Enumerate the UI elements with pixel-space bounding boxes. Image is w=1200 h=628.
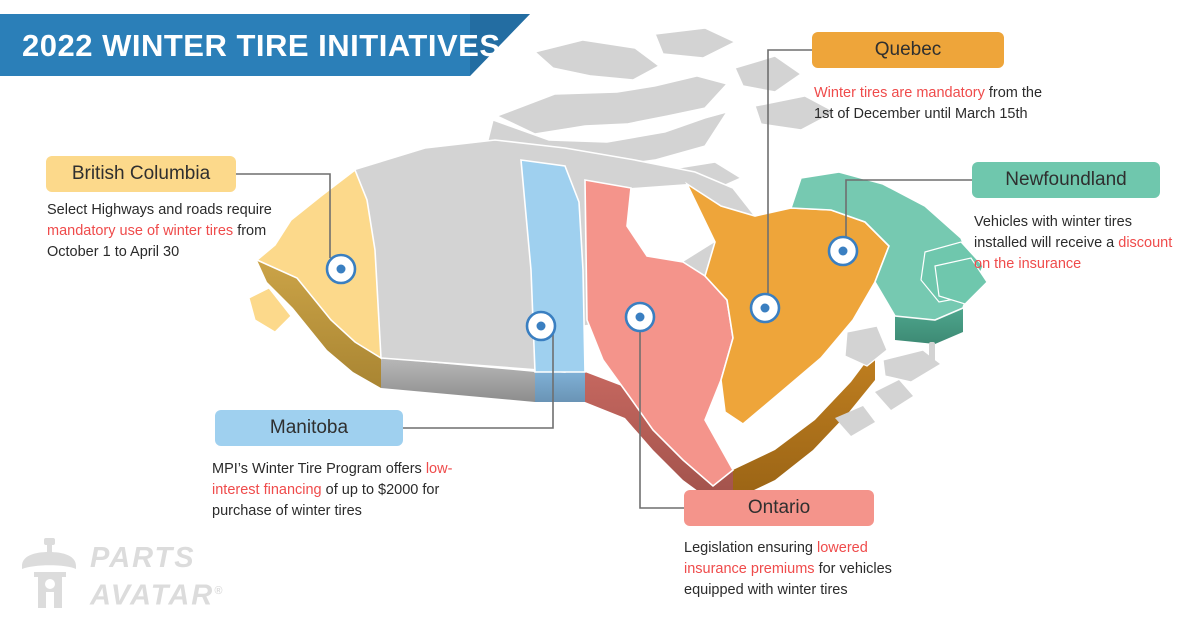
callout-text-ontario: Legislation ensuring lowered insurance premiums for vehicles equipped with winter tires bbox=[684, 540, 892, 598]
callout-text-newfoundland: Vehicles with winter tires installed will receive a discount on the insurance bbox=[974, 214, 1173, 272]
callout-pill-ontario[interactable]: Ontario bbox=[684, 490, 874, 526]
brand-logo bbox=[18, 536, 243, 616]
brand-name-line2: AVATAR bbox=[90, 579, 215, 612]
title-banner bbox=[0, 14, 530, 76]
callout-pill-quebec[interactable]: Quebec bbox=[812, 32, 1004, 68]
parts-avatar-icon bbox=[18, 536, 82, 610]
brand-name-line1: PARTS bbox=[90, 542, 196, 574]
brand-logo-text bbox=[90, 542, 222, 613]
brand-registered-mark: ® bbox=[214, 585, 223, 597]
callout-pill-british-columbia[interactable]: British Columbia bbox=[46, 156, 236, 192]
page-title: 2022 WINTER TIRE INITIATIVES bbox=[22, 28, 501, 63]
callout-text-manitoba: MPI’s Winter Tire Program offers low-interest financing of up to $2000 for purchase of winter tires bbox=[212, 461, 453, 519]
callout-pill-manitoba[interactable]: Manitoba bbox=[215, 410, 403, 446]
callout-text-british-columbia: Select Highways and roads require mandatory use of winter tires from October 1 to April 30 bbox=[47, 202, 272, 260]
callout-pill-newfoundland[interactable]: Newfoundland bbox=[972, 162, 1160, 198]
callout-text-quebec: Winter tires are mandatory from the 1st of December until March 15th bbox=[814, 85, 1043, 122]
map-region-new-brunswick bbox=[845, 326, 887, 366]
